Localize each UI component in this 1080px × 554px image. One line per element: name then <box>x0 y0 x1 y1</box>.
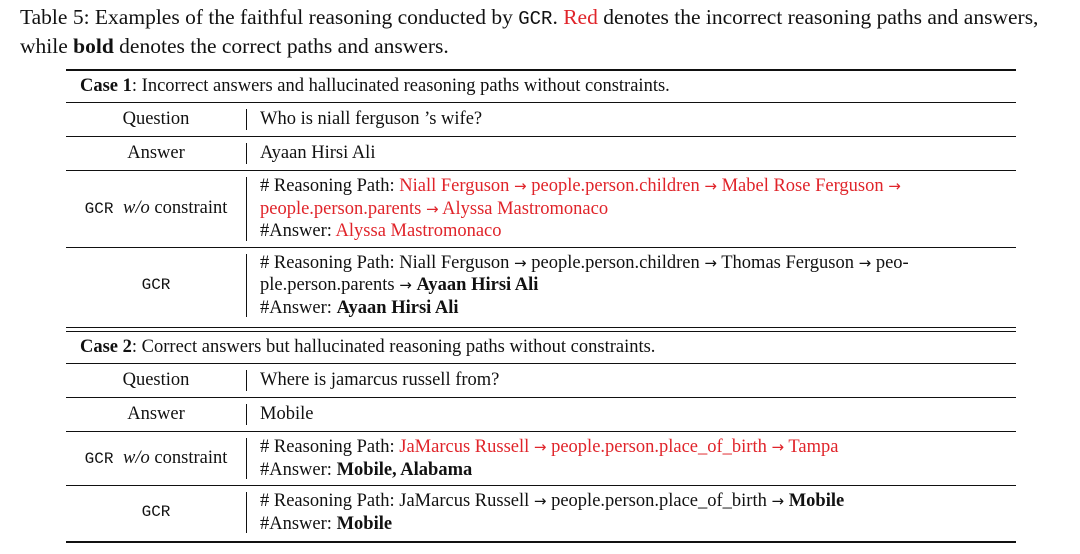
row-label <box>66 171 246 247</box>
correct-answer: Mobile, Alabama <box>336 459 473 480</box>
row-label: Question <box>122 370 190 391</box>
answer-text: Mobile <box>260 404 314 425</box>
path-step: JaMarcus Russell → people.person.place_of_birth → Tampa <box>399 437 839 457</box>
row-label <box>66 432 246 485</box>
case-header <box>66 332 1016 363</box>
question-text: Who is niall ferguson ’s wife? <box>260 109 483 130</box>
table-row <box>66 486 1016 539</box>
results-table <box>66 69 1016 543</box>
path-step: people.person.parents → Alyssa Mastromonaco <box>260 198 609 219</box>
row-label: Answer <box>127 143 185 164</box>
row-label: Answer <box>127 404 185 425</box>
row-label: GCR <box>141 276 171 294</box>
label-italic: w/o <box>123 447 150 468</box>
question-text: Where is jamarcus russell from? <box>260 370 500 391</box>
label-method: GCR <box>84 200 124 218</box>
path-step: Niall Ferguson → people.person.children → Mabel Rose Ferguson → <box>399 176 901 196</box>
row-label: GCR <box>141 503 171 522</box>
correct-entity: Ayaan Hirsi Ali <box>416 275 539 295</box>
reasoning-cell: # Reasoning Path: Niall Ferguson → people.person.children → Thomas Ferguson → peo- ple.person.parents → Ayaan Hirsi Ali #Answer: Ayaan Hirsi Ali <box>260 252 909 318</box>
path-prefix: # Reasoning Path: <box>260 491 400 511</box>
bottom-rule <box>66 541 1016 543</box>
caption-red-word: Red <box>563 5 598 29</box>
table-row <box>66 248 1016 324</box>
reasoning-cell <box>247 432 1016 485</box>
caption-method: GCR <box>518 8 553 30</box>
table-row <box>66 364 1016 397</box>
caption-text: denotes the incorrect reasoning paths and answers, while <box>20 5 1039 58</box>
answer-text: Ayaan Hirsi Ali <box>260 143 376 164</box>
table-row <box>66 171 1016 247</box>
path-prefix: # Reasoning Path: <box>260 437 400 457</box>
case-description: : Incorrect answers and hallucinated reasoning paths without constraints. <box>131 76 670 96</box>
reasoning-cell: # Reasoning Path: JaMarcus Russell → people.person.place_of_birth → Mobile #Answer: Mobile <box>260 491 845 534</box>
table-row <box>66 432 1016 485</box>
case-description: : Correct answers but hallucinated reasoning paths without constraints. <box>131 337 656 357</box>
table-row <box>66 137 1016 170</box>
case-title: Case 2 <box>80 337 132 357</box>
label-text: constraint <box>149 447 228 468</box>
answer-prefix: #Answer: <box>260 513 337 534</box>
label-italic: w/o <box>123 198 150 218</box>
caption-text: Table 5: Examples of the faithful reasoning conducted by <box>20 5 519 29</box>
case-title: Case 1 <box>80 76 132 96</box>
table-caption <box>20 4 1076 60</box>
answer-prefix: #Answer: <box>260 459 337 480</box>
caption-bold-word: bold <box>73 34 114 58</box>
table-row <box>66 103 1016 136</box>
correct-answer: Mobile <box>336 513 393 534</box>
answer-prefix: #Answer: <box>260 221 336 241</box>
caption-text: . <box>552 5 564 29</box>
reasoning-cell <box>247 171 1016 247</box>
wrong-answer: Alyssa Mastromonaco <box>335 221 502 241</box>
correct-entity: Mobile <box>788 491 845 511</box>
case-header <box>66 71 1016 102</box>
label-text: constraint <box>149 198 228 218</box>
path-prefix: # Reasoning Path: <box>260 176 400 196</box>
answer-prefix: #Answer: <box>260 297 337 318</box>
path-prefix: # Reasoning Path: <box>260 252 400 273</box>
table-row <box>66 398 1016 431</box>
label-method: GCR <box>84 449 124 468</box>
correct-answer: Ayaan Hirsi Ali <box>336 297 459 318</box>
row-label: Question <box>122 109 190 130</box>
caption-text: denotes the correct paths and answers. <box>113 34 449 58</box>
